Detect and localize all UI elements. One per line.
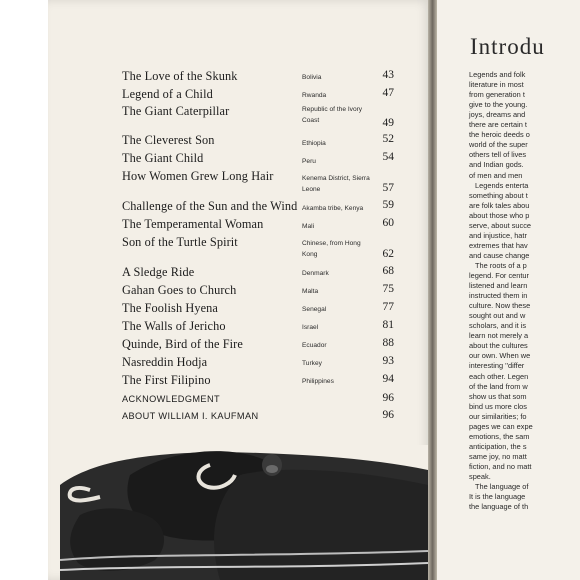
intro-line: interesting ''differ	[469, 361, 525, 371]
toc-title: The Foolish Hyena	[122, 301, 218, 315]
intro-line: Legends enterta	[475, 180, 529, 190]
toc-page-number: 62	[382, 248, 394, 260]
toc-title: The Giant Child	[122, 151, 204, 165]
toc-title: The Love of the Skunk	[122, 69, 238, 83]
toc-title: The Temperamental Woman	[122, 217, 264, 231]
intro-line: bind us more clos	[469, 401, 527, 411]
toc-country: Bolivia	[302, 74, 322, 81]
toc-country: Malta	[302, 288, 319, 295]
intro-line: from generation t	[469, 90, 525, 100]
toc-title: The Walls of Jericho	[122, 319, 226, 333]
toc-page-number: 96	[382, 409, 394, 421]
intro-line: instructed them in	[469, 291, 528, 301]
intro-line: emotions, the sam	[469, 431, 530, 441]
intro-line: world of the super	[469, 140, 528, 150]
intro-line: our similarities; fo	[469, 411, 527, 421]
toc-page-number: 43	[382, 69, 394, 81]
intro-line: and cause change	[469, 250, 530, 260]
toc-page-number: 60	[382, 217, 394, 229]
intro-line: learn not merely a	[469, 331, 529, 341]
toc-country: Denmark	[302, 270, 329, 277]
toc-page-number: 47	[382, 87, 394, 99]
toc-page-number: 94	[382, 373, 394, 385]
intro-line: the heroic deeds o	[469, 130, 530, 140]
intro-line: each other. Legen	[469, 371, 529, 381]
intro-line: show us that som	[469, 391, 527, 401]
toc-title: Gahan Goes to Church	[122, 283, 237, 297]
intro-line: culture. Now these	[469, 301, 531, 311]
toc-page-number: 96	[382, 392, 394, 404]
toc-title: ABOUT WILLIAM I. KAUFMAN	[122, 411, 259, 421]
toc-country: Philippines	[302, 378, 334, 385]
toc-title: Legend of a Child	[122, 87, 213, 101]
toc-country: Rwanda	[302, 92, 327, 99]
intro-line: joys, dreams and	[469, 110, 526, 120]
toc-page-number: 77	[382, 301, 394, 313]
intro-line: anticipation, the s	[469, 441, 527, 451]
toc-page-number: 68	[382, 265, 394, 277]
toc-country: Ethiopia	[302, 140, 326, 147]
intro-line: about the cultures	[469, 341, 528, 351]
intro-line: extremes that hav	[469, 240, 528, 250]
toc-title: The Giant Caterpillar	[122, 104, 230, 118]
intro-line: our own. When we	[469, 351, 531, 361]
toc-country: Republic of the Ivory Coast	[302, 106, 363, 124]
intro-line: legend. For centur	[469, 271, 529, 280]
toc-country: Senegal	[302, 306, 327, 313]
toc-page-number: 57	[382, 182, 394, 194]
intro-line: sought out and w	[469, 311, 526, 321]
intro-line: there are certain t	[469, 120, 527, 130]
intro-line: are folk tales abou	[469, 200, 530, 210]
toc-page-number: 49	[382, 117, 394, 129]
toc-country: Ecuador	[302, 342, 327, 349]
toc-country: Mali	[302, 223, 315, 230]
intro-line: give to the young.	[469, 100, 528, 110]
toc-page-number: 93	[382, 355, 394, 367]
intro-line: The roots of a p	[475, 260, 527, 270]
intro-line: of men and men	[469, 170, 523, 180]
intro-line: the language of th	[469, 502, 529, 512]
intro-line: scholars, and it is	[469, 321, 527, 331]
toc-title: Son of the Turtle Spirit	[122, 235, 238, 249]
intro-line: and injustice, hatr	[469, 230, 527, 240]
intro-line: listened and learn	[469, 281, 528, 291]
intro-line: speak.	[469, 472, 491, 481]
toc-page-number: 59	[382, 199, 394, 211]
intro-heading: Introdu	[470, 34, 545, 59]
intro-line: literature in most	[469, 80, 524, 90]
intro-line: The language of	[475, 482, 529, 492]
toc-title: A Sledge Ride	[122, 265, 195, 279]
intro-line: of the land from w	[469, 381, 528, 391]
toc-page-number: 52	[382, 133, 394, 145]
toc-country: Akamba tribe, Kenya	[302, 205, 364, 212]
intro-line: pages we can expe	[469, 421, 533, 431]
toc-page-number: 75	[382, 283, 394, 295]
intro-line: serve, about succe	[469, 220, 532, 230]
toc-page-number: 81	[382, 319, 394, 331]
toc-title: Quinde, Bird of the Fire	[122, 337, 243, 351]
intro-line: about those who p	[469, 210, 530, 220]
toc-title: Challenge of the Sun and the Wind	[122, 199, 298, 213]
toc-country: Turkey	[302, 360, 322, 367]
intro-line: and Indian gods.	[469, 160, 524, 170]
intro-line: fiction, and no matt	[469, 461, 532, 471]
intro-line: something about t	[469, 190, 528, 200]
toc-country: Peru	[302, 158, 316, 165]
intro-line: others tell of lives	[469, 150, 527, 160]
intro-line: It is the language	[469, 492, 526, 502]
toc-country: Kenema District, Sierra Leone	[302, 175, 370, 193]
toc-page-number: 54	[382, 151, 394, 163]
toc-title: The First Filipino	[122, 373, 211, 387]
water-buffalo-photo	[60, 445, 428, 580]
intro-line: same joy, no matt	[469, 451, 527, 461]
toc-country: Chinese, from Hong Kong	[302, 240, 361, 258]
toc-title: How Women Grew Long Hair	[122, 169, 274, 183]
toc-country: Israel	[302, 324, 319, 331]
toc-title: Nasreddin Hodja	[122, 355, 208, 369]
toc-title: ACKNOWLEDGMENT	[122, 394, 220, 404]
intro-line: Legends and folk	[469, 70, 526, 79]
toc-page-number: 88	[382, 337, 394, 349]
toc-title: The Cleverest Son	[122, 133, 215, 147]
